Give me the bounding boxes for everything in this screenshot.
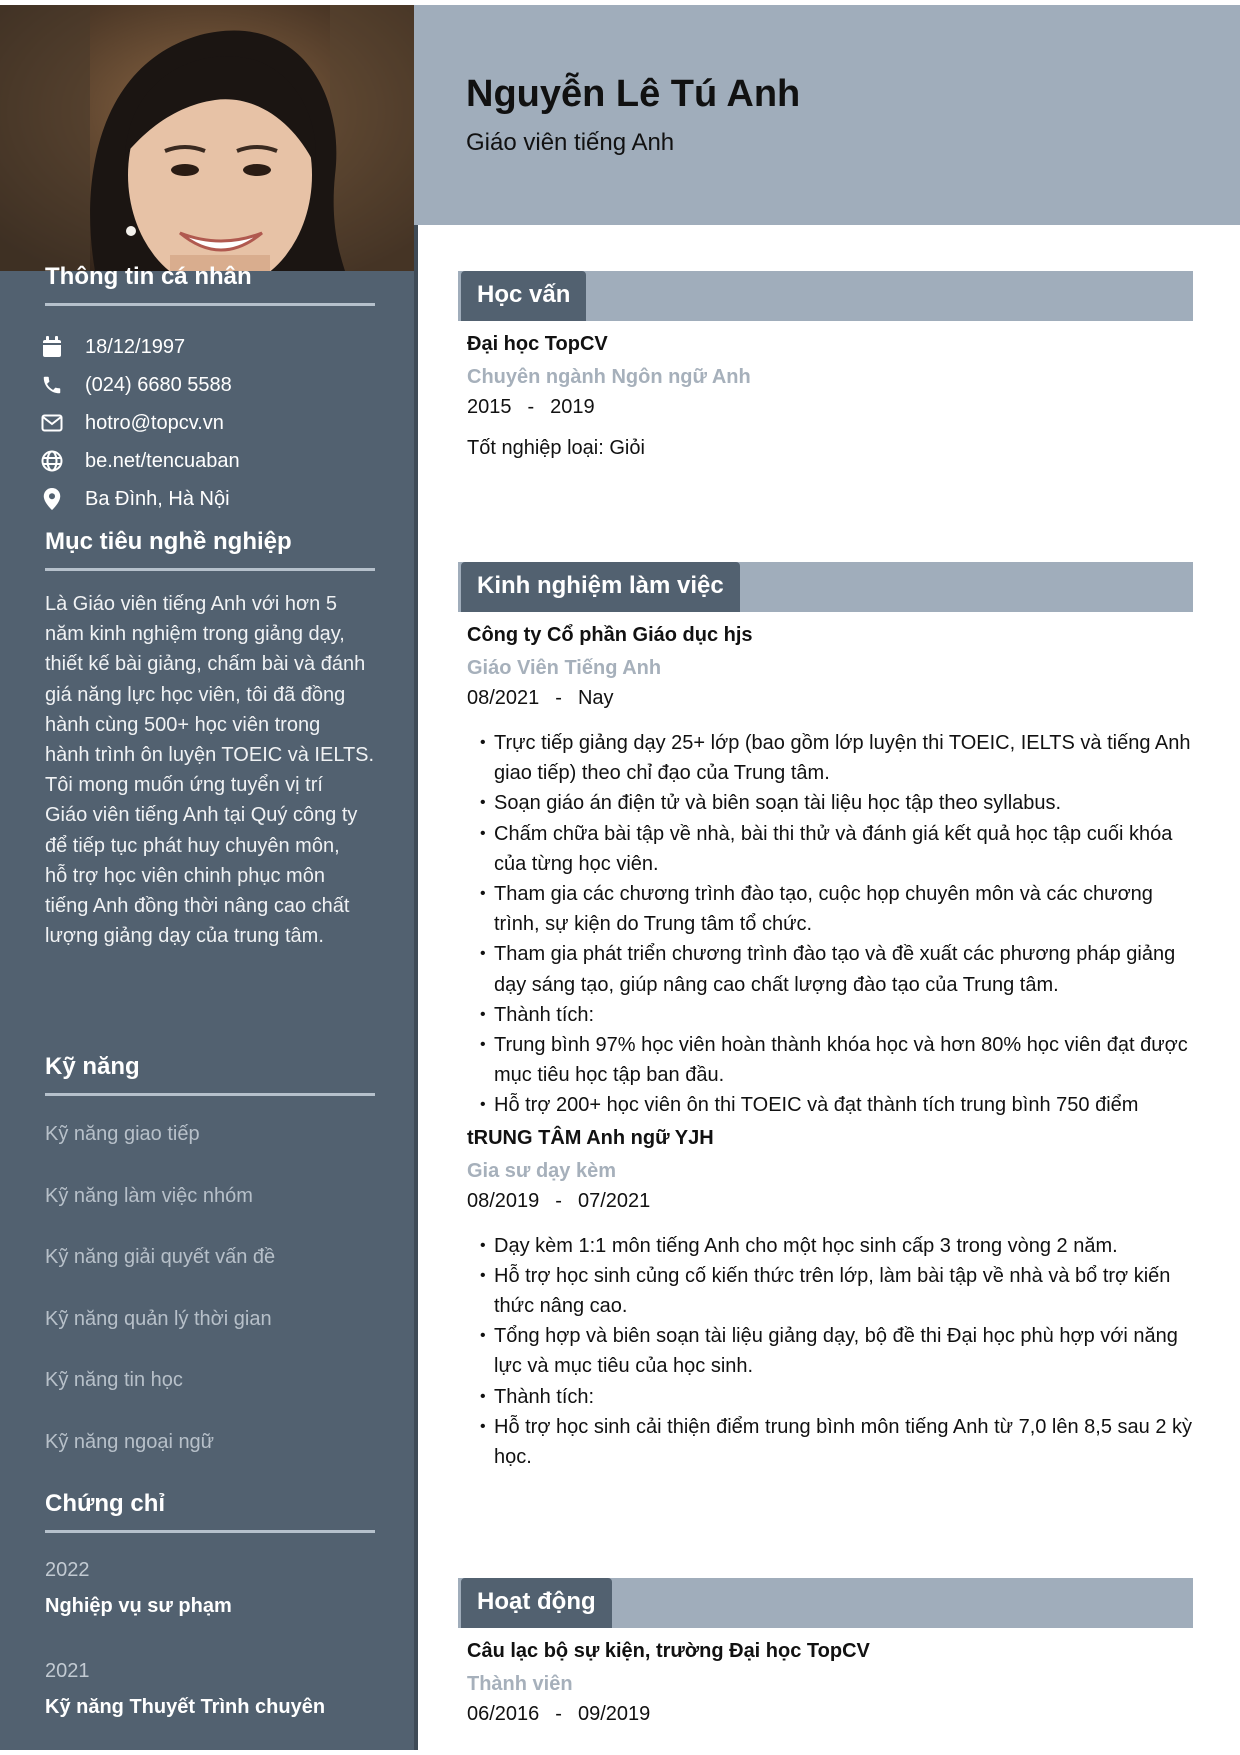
skill-item: Kỹ năng ngoại ngữ [45, 1430, 215, 1453]
globe-icon [39, 448, 65, 474]
bullet-item: • Trung bình 97% học viên hoàn thành khóa học và hơn 80% học viên đạt được mục tiêu học tập ban đầu. [480, 1030, 1193, 1090]
contact-list [39, 328, 375, 518]
objective-line: giá năng lực học viên, tôi đã đồng [45, 683, 346, 706]
calendar-icon [39, 334, 65, 360]
start-date: 2015 [467, 396, 512, 418]
email-text: hotro@topcv.vn [85, 411, 224, 434]
objective-line: Tôi mong muốn ứng tuyển vị trí [45, 774, 323, 797]
contact-phone [39, 366, 375, 404]
certificates-section [45, 1490, 375, 1719]
email-icon [39, 410, 65, 436]
skill-item: Kỹ năng giao tiếp [45, 1123, 200, 1145]
experience-heading-bar [458, 562, 1193, 612]
candidate-name: Nguyễn Lê Tú Anh [466, 73, 801, 115]
education-heading: Học vấn [461, 271, 586, 321]
contact-website [39, 442, 375, 480]
job-dates [467, 687, 1193, 710]
objective-line: tiếng Anh đồng thời nâng cao chất [45, 895, 350, 918]
company-name: tRUNG TÂM Anh ngữ YJH [467, 1126, 714, 1149]
end-date: 07/2021 [577, 1189, 651, 1212]
job-role: Giáo Viên Tiếng Anh [467, 657, 662, 679]
date-separator: - [555, 1189, 562, 1212]
objective-line: hành trình ôn luyện TOEIC và IELTS. [45, 744, 375, 767]
birthdate-text: 18/12/1997 [85, 335, 186, 358]
job-entry [458, 1127, 1193, 1473]
activities-heading-bar [458, 1578, 1193, 1628]
personal-info-section [45, 263, 375, 518]
certificates-heading: Chứng chỉ [45, 1490, 375, 1533]
personal-info-heading: Thông tin cá nhân [45, 263, 375, 306]
objective-heading: Mục tiêu nghề nghiệp [45, 528, 375, 571]
header-band [414, 5, 1240, 225]
objective-line: thiết kế bài giảng, chấm bài và đánh [45, 653, 366, 676]
certificate-year: 2021 [45, 1660, 90, 1682]
address-text: Ba Đình, Hà Nội [85, 487, 230, 510]
objective-line: Là Giáo viên tiếng Anh với hơn 5 [45, 593, 337, 615]
activity-role: Thành viên [467, 1673, 573, 1695]
bullet-item: • Tham gia phát triển chương trình đào tạo và đề xuất các phương pháp giảng dạy sáng tạo, giúp nâng cao chất lượng đào tạo của Trung tâm. [480, 939, 1193, 999]
bullet-item: • Chấm chữa bài tập về nhà, bài thi thử và đánh giá kết quả học tập cuối khóa của từng học viên. [480, 819, 1193, 879]
skills-heading: Kỹ năng [45, 1053, 375, 1096]
activities-section [458, 1578, 1193, 1726]
date-separator: - [555, 1703, 562, 1725]
skill-list [45, 1122, 375, 1491]
job-entry [458, 624, 1193, 1121]
date-separator: - [527, 396, 535, 418]
end-date: 09/2019 [577, 1703, 651, 1725]
company-name: Công ty Cổ phần Giáo dục hjs [467, 624, 753, 646]
objective-line: để tiếp tục phát huy chuyên môn, [45, 834, 340, 857]
phone-icon [39, 372, 65, 398]
start-date: 06/2016 [467, 1703, 540, 1725]
objective-line: hành cùng 500+ học viên trong [45, 713, 321, 736]
certificate-name: Kỹ năng Thuyết Trình chuyên [45, 1696, 326, 1718]
candidate-job-title: Giáo viên tiếng Anh [466, 129, 675, 156]
bullet-item: • Thành tích: [480, 1382, 1193, 1412]
job-bullets [480, 728, 1193, 1121]
start-date: 08/2019 [467, 1189, 540, 1212]
bullet-item: • Hỗ trợ 200+ học viên ôn thi TOEIC và đạt thành tích trung bình 750 điểm [480, 1090, 1193, 1120]
bullet-item: • Trực tiếp giảng dạy 25+ lớp (bao gồm lớp luyện thi TOEIC, IELTS và tiếng Anh giao tiếp) theo chỉ đạo của Trung tâm. [480, 728, 1193, 788]
website-text: be.net/tencuaban [85, 449, 240, 472]
profile-photo [0, 5, 414, 271]
phone-text: (024) 6680 5588 [85, 373, 232, 396]
skill-item: Kỹ năng quản lý thời gian [45, 1307, 272, 1330]
end-date: 2019 [550, 396, 595, 418]
experience-section [458, 562, 1193, 1472]
education-dates [467, 396, 1193, 419]
bullet-item: • Tham gia các chương trình đào tạo, cuộc họp chuyên môn và các chương trình, sự kiện do Trung tâm tổ chức. [480, 879, 1193, 939]
skill-item: Kỹ năng giải quyết vấn đề [45, 1246, 276, 1268]
objective-line: năm kinh nghiệm trong giảng dạy, [45, 623, 345, 646]
bullet-item: • Soạn giáo án điện tử và biên soạn tài liệu học tập theo syllabus. [480, 788, 1193, 818]
objective-line: lượng giảng dạy của trung tâm. [45, 925, 324, 948]
job-dates [467, 1190, 1193, 1213]
activity-org: Câu lạc bộ sự kiện, trường Đại học TopCV [467, 1640, 870, 1662]
certificate-year: 2022 [45, 1559, 90, 1581]
contact-email [39, 404, 375, 442]
education-section [458, 271, 1193, 460]
bullet-item: • Hỗ trợ học sinh cải thiện điểm trung bình môn tiếng Anh từ 7,0 lên 8,5 sau 2 kỳ học. [480, 1412, 1193, 1472]
school-name: Đại học TopCV [467, 333, 608, 355]
skills-section [45, 1053, 375, 1491]
bullet-item: • Tổng hợp và biên soạn tài liệu giảng dạy, bộ đề thi Đại học phù hợp với năng lực và mục tiêu của học sinh. [480, 1321, 1193, 1381]
start-date: 08/2021 [467, 687, 540, 709]
contact-birthdate [39, 328, 375, 366]
objective-line: hỗ trợ học viên chinh phục môn [45, 864, 325, 887]
bullet-item: • Hỗ trợ học sinh củng cố kiến thức trên lớp, làm bài tập về nhà và bổ trợ kiến thức nâng cao. [480, 1261, 1193, 1321]
job-role: Gia sư dạy kèm [467, 1159, 617, 1182]
graduation-grade: Tốt nghiệp loại: Giỏi [467, 437, 645, 459]
education-heading-bar [458, 271, 1193, 321]
bullet-item: • Thành tích: [480, 1000, 1193, 1030]
job-bullets [480, 1231, 1193, 1473]
skill-item: Kỹ năng tin học [45, 1369, 183, 1391]
activity-dates [467, 1703, 1193, 1726]
contact-address [39, 480, 375, 518]
career-objective-section [45, 528, 375, 951]
objective-text [45, 589, 375, 951]
major: Chuyên ngành Ngôn ngữ Anh [467, 366, 751, 388]
sidebar [0, 5, 418, 1750]
experience-heading: Kinh nghiệm làm việc [461, 562, 740, 612]
objective-line: Giáo viên tiếng Anh tại Quý công ty [45, 804, 358, 827]
certificate-name: Nghiệp vụ sư phạm [45, 1595, 232, 1617]
skill-item: Kỹ năng làm việc nhóm [45, 1184, 253, 1207]
activities-heading: Hoạt động [461, 1578, 612, 1628]
location-pin-icon [39, 486, 65, 512]
end-date: Nay [577, 687, 614, 709]
date-separator: - [555, 687, 562, 709]
bullet-item: • Dạy kèm 1:1 môn tiếng Anh cho một học sinh cấp 3 trong vòng 2 năm. [480, 1231, 1193, 1261]
